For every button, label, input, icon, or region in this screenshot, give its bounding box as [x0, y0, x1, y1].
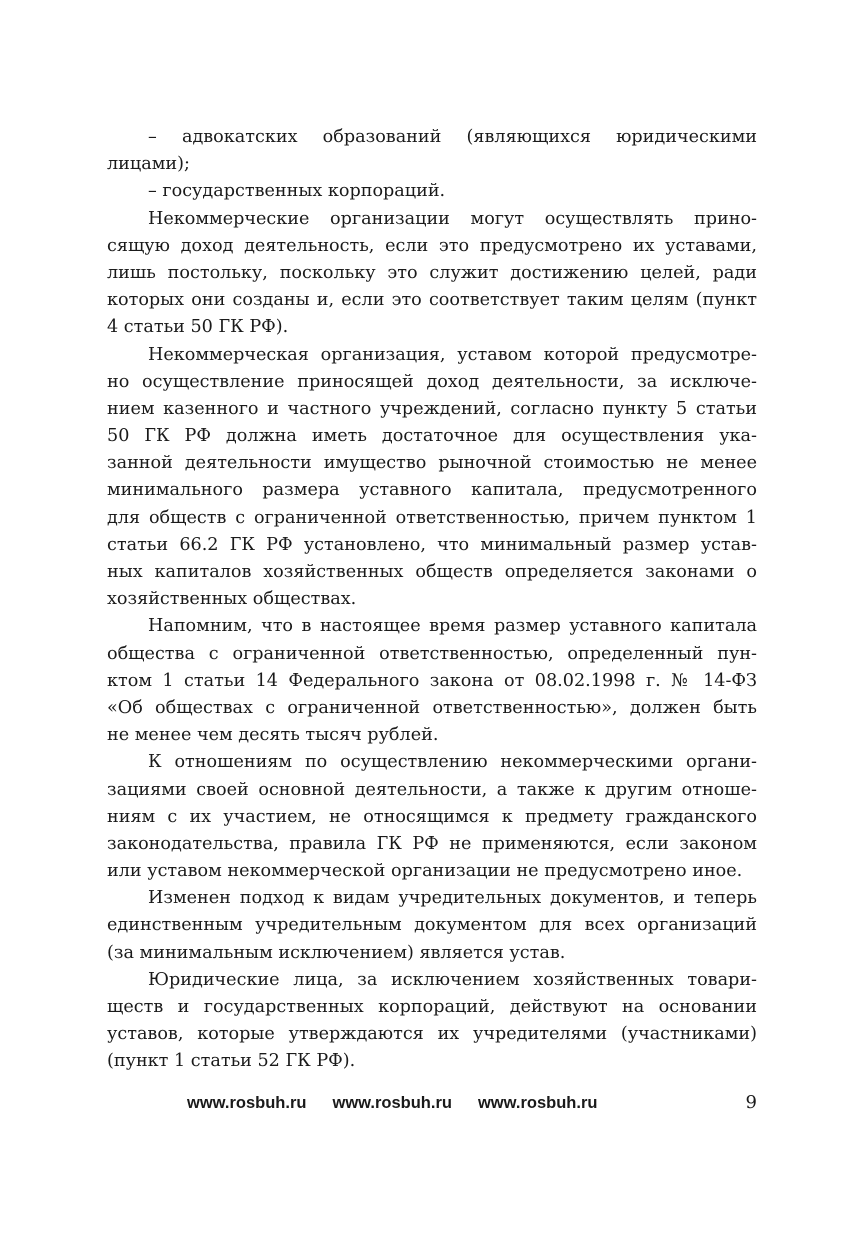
text-line: ществ и государственных корпораций, действуют на основании: [107, 997, 757, 1017]
text-line: статьи 66.2 ГК РФ установлено, что минимальный размер устав-: [107, 534, 757, 555]
text-line: Некоммерческая организация, уставом которой предусмотре-: [148, 344, 757, 365]
document-body: [107, 124, 757, 1076]
text-line: сящую доход деятельность, если это предусмотрено их уставами,: [107, 235, 757, 256]
text-line: 50 ГК РФ должна иметь достаточное для осуществления ука-: [107, 426, 757, 447]
text-line: лицами);: [107, 154, 190, 175]
footer-links: [187, 1091, 623, 1115]
text-line: законодательства, правила ГК РФ не применяются, если законом: [107, 833, 757, 854]
text-line: «Об обществах с ограниченной ответственностью», должен быть: [107, 697, 757, 718]
text-line: К отношениям по осуществлению некоммерческими органи-: [148, 752, 757, 773]
text-line: – государственных корпораций.: [148, 181, 446, 202]
text-line: Некоммерческие организации могут осуществлять прино-: [148, 208, 757, 229]
footer-link[interactable]: www.rosbuh.ru: [332, 1094, 452, 1112]
text-line: или уставом некоммерческой организации не предусмотрено иное.: [107, 861, 743, 882]
text-line: Изменен подход к видам учредительных документов, и теперь: [148, 888, 757, 909]
text-line: (пункт 1 статьи 52 ГК РФ).: [107, 1051, 356, 1072]
text-line: 4 статьи 50 ГК РФ).: [107, 317, 289, 338]
text-line: Юридические лица, за исключением хозяйственных товари-: [148, 969, 757, 990]
text-line: лишь постольку, поскольку это служит достижению целей, ради: [107, 262, 757, 283]
text-line: которых они созданы и, если это соответствует таким целям (пункт: [107, 290, 757, 311]
text-line: Напомним, что в настоящее время размер уставного капитала: [148, 616, 757, 637]
text-line: (за минимальным исключением) является устав.: [107, 942, 566, 963]
text-line: занной деятельности имущество рыночной стоимостью не менее: [107, 453, 757, 474]
text-line: не менее чем десять тысяч рублей.: [107, 725, 439, 746]
text-line: нием казенного и частного учреждений, согласно пункту 5 статьи: [107, 398, 757, 419]
page-number: 9: [745, 1092, 757, 1113]
text-line: ктом 1 статьи 14 Федерального закона от 08.02.1998 г. № 14-ФЗ: [107, 670, 757, 691]
text-line: единственным учредительным документом для всех организаций: [107, 915, 757, 936]
text-line: ниям с их участием, не относящимся к предмету гражданского: [107, 806, 757, 827]
text-line: – адвокатских образований (являющихся юридическими: [148, 127, 757, 147]
footer-link[interactable]: www.rosbuh.ru: [477, 1094, 598, 1112]
text-line: минимального размера уставного капитала, предусмотренного: [107, 480, 757, 501]
text-line: для обществ с ограниченной ответственностью, причем пунктом 1: [107, 507, 757, 528]
footer-link[interactable]: www.rosbuh.ru: [187, 1094, 307, 1112]
text-line: общества с ограниченной ответственностью, определенный пун-: [107, 643, 757, 664]
text-line: ных капиталов хозяйственных обществ определяется законами о: [107, 562, 757, 582]
text-line: хозяйственных обществах.: [107, 589, 357, 610]
text-line: зациями своей основной деятельности, а также к другим отноше-: [107, 779, 757, 800]
text-line: но осуществление приносящей доход деятельности, за исключе-: [107, 371, 757, 392]
page-footer: [187, 1091, 757, 1115]
text-line: уставов, которые утверждаются их учредителями (участниками): [107, 1024, 757, 1045]
